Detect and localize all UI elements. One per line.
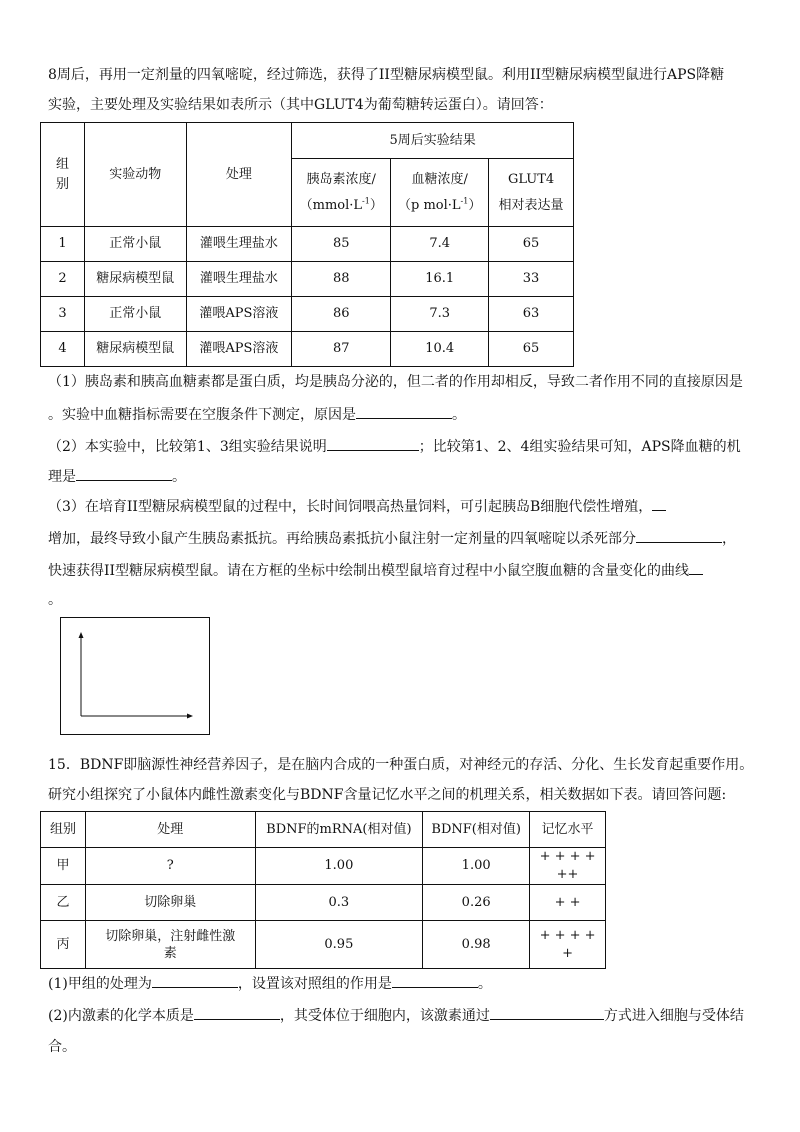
answer-blank[interactable] xyxy=(327,436,419,451)
cell-bdnf: 0.98 xyxy=(423,921,530,969)
cell-animal: 正常小鼠 xyxy=(84,227,186,262)
table-row xyxy=(41,262,574,297)
cell-insulin: 85 xyxy=(292,227,391,262)
cell-glut4: 63 xyxy=(489,297,574,332)
cell-insulin: 88 xyxy=(292,262,391,297)
q14-sub3-line4: 。 xyxy=(48,592,62,608)
cell-treatment: 灌喂生理盐水 xyxy=(186,262,292,297)
cell-animal: 糖尿病模型鼠 xyxy=(84,332,186,367)
cell-bdnf: 0.26 xyxy=(423,885,530,921)
cell-glut4: 33 xyxy=(489,262,574,297)
cell-treatment: ? xyxy=(85,848,255,885)
cell-group: 4 xyxy=(41,332,85,367)
cell-group: 甲 xyxy=(41,848,86,885)
cell-group: 丙 xyxy=(41,921,86,969)
table-row xyxy=(41,227,574,262)
q15-table xyxy=(40,811,606,969)
cell-memory: + + + + ++ xyxy=(530,848,606,885)
answer-blank[interactable] xyxy=(194,1005,280,1020)
q14-sub2-line1: （2）本实验中，比较第1、3组实验结果说明 ；比较第1、2、4组实验结果可知，APS降血糖的机 xyxy=(48,436,758,457)
answer-blank[interactable] xyxy=(392,973,478,988)
cell-group: 1 xyxy=(41,227,85,262)
graph-drawing-box[interactable] xyxy=(60,617,210,735)
q15-header-group: 组别 xyxy=(41,812,86,848)
cell-group: 3 xyxy=(41,297,85,332)
coordinate-axes xyxy=(61,618,209,734)
cell-treatment: 切除卵巢 xyxy=(85,885,255,921)
table-row xyxy=(41,848,606,885)
q14-header-treatment: 处理 xyxy=(186,123,292,227)
q14-intro-line2: 实验，主要处理及实验结果如表所示（其中GLUT4为葡萄糖转运蛋白）。请回答： xyxy=(48,97,553,113)
cell-glut4: 65 xyxy=(489,332,574,367)
q14-sub1-line2: 。实验中血糖指标需要在空腹条件下测定，原因是 。 xyxy=(48,404,758,425)
q15-sub2-line1: (2)内激素的化学本质是 ，其受体位于细胞内，该激素通过 方式进入细胞与受体结 xyxy=(48,1005,758,1026)
cell-glucose: 10.4 xyxy=(391,332,489,367)
cell-glucose: 7.4 xyxy=(391,227,489,262)
cell-treatment: 灌喂APS溶液 xyxy=(186,332,292,367)
q14-sub3-line3: 快速获得II型糖尿病模型鼠。请在方框的坐标中绘制出模型鼠培育过程中小鼠空腹血糖的含量变化的曲线 xyxy=(48,560,758,581)
cell-mrna: 0.3 xyxy=(255,885,423,921)
q15-header-bdnf: BDNF(相对值) xyxy=(423,812,530,848)
table-row xyxy=(41,885,606,921)
answer-blank[interactable] xyxy=(356,404,452,419)
q14-header-animal: 实验动物 xyxy=(84,123,186,227)
q14-sub3-line2: 增加，最终导致小鼠产生胰岛素抵抗。再给胰岛素抵抗小鼠注射一定剂量的四氧嘧啶以杀死部分 ， xyxy=(48,528,758,549)
q14-header-result: 5周后实验结果 xyxy=(292,123,574,159)
q15-header-treatment: 处理 xyxy=(85,812,255,848)
cell-insulin: 87 xyxy=(292,332,391,367)
x-axis-arrow-icon xyxy=(187,714,193,719)
answer-blank[interactable] xyxy=(636,528,722,543)
q14-header-glucose: 血糖浓度/ （p $mol\cdot L^{-1}$） xyxy=(391,159,489,227)
cell-treatment: 灌喂APS溶液 xyxy=(186,297,292,332)
q14-intro-line1: 8周后，再用一定剂量的四氧嘧啶，经过筛选，获得了II型糖尿病模型鼠。利用II型糖尿病模型鼠进行APS降糖 xyxy=(48,67,725,83)
q15-sub1: (1)甲组的处理为 ，设置该对照组的作用是 。 xyxy=(48,973,758,994)
answer-blank[interactable] xyxy=(490,1005,604,1020)
cell-treatment: 灌喂生理盐水 xyxy=(186,227,292,262)
cell-glucose: 7.3 xyxy=(391,297,489,332)
q15-sub2-line2: 合。 xyxy=(48,1039,76,1055)
q15-intro-line1: 15．BDNF即脑源性神经营养因子，是在脑内合成的一种蛋白质，对神经元的存活、分化、生长发育起重要作用。 xyxy=(48,757,754,773)
q15-header-memory: 记忆水平 xyxy=(530,812,606,848)
table-row xyxy=(41,297,574,332)
q14-table xyxy=(40,122,574,367)
cell-glucose: 16.1 xyxy=(391,262,489,297)
q14-sub2-line2: 理是 。 xyxy=(48,466,758,487)
cell-group: 2 xyxy=(41,262,85,297)
table-row xyxy=(41,332,574,367)
cell-bdnf: 1.00 xyxy=(423,848,530,885)
q14-sub3-line1: （3）在培育II型糖尿病模型鼠的过程中，长时间饲喂高热量饲料，可引起胰岛B细胞代偿性增殖， xyxy=(48,496,758,517)
cell-insulin: 86 xyxy=(292,297,391,332)
q14-header-insulin: 胰岛素浓度/ $(mmol\cdot L^{-1})$ xyxy=(292,159,391,227)
answer-blank[interactable] xyxy=(76,466,172,481)
cell-memory: + + xyxy=(530,885,606,921)
cell-animal: 正常小鼠 xyxy=(84,297,186,332)
cell-animal: 糖尿病模型鼠 xyxy=(84,262,186,297)
q14-header-glut4: GLUT4 相对表达量 xyxy=(489,159,574,227)
q14-sub1-line1: （1）胰岛素和胰高血糖素都是蛋白质，均是胰岛分泌的，但二者的作用却相反，导致二者作用不同的直接原因是 xyxy=(48,374,743,390)
cell-memory: + + + + + xyxy=(530,921,606,969)
cell-mrna: 0.95 xyxy=(255,921,423,969)
cell-treatment: 切除卵巢，注射雌性激 素 xyxy=(85,921,255,969)
cell-glut4: 65 xyxy=(489,227,574,262)
y-axis-arrow-icon xyxy=(79,632,84,638)
answer-blank[interactable] xyxy=(652,496,666,511)
q15-intro-line2: 研究小组探究了小鼠体内雌性激素变化与BDNF含量记忆水平之间的机理关系，相关数据如下表。请回答问题: xyxy=(48,787,727,803)
table-row xyxy=(41,921,606,969)
answer-blank[interactable] xyxy=(152,973,238,988)
cell-mrna: 1.00 xyxy=(255,848,423,885)
q14-header-group: 组别 xyxy=(41,123,85,227)
answer-blank[interactable] xyxy=(689,560,703,575)
q15-header-mrna: BDNF的mRNA(相对值) xyxy=(255,812,423,848)
cell-group: 乙 xyxy=(41,885,86,921)
